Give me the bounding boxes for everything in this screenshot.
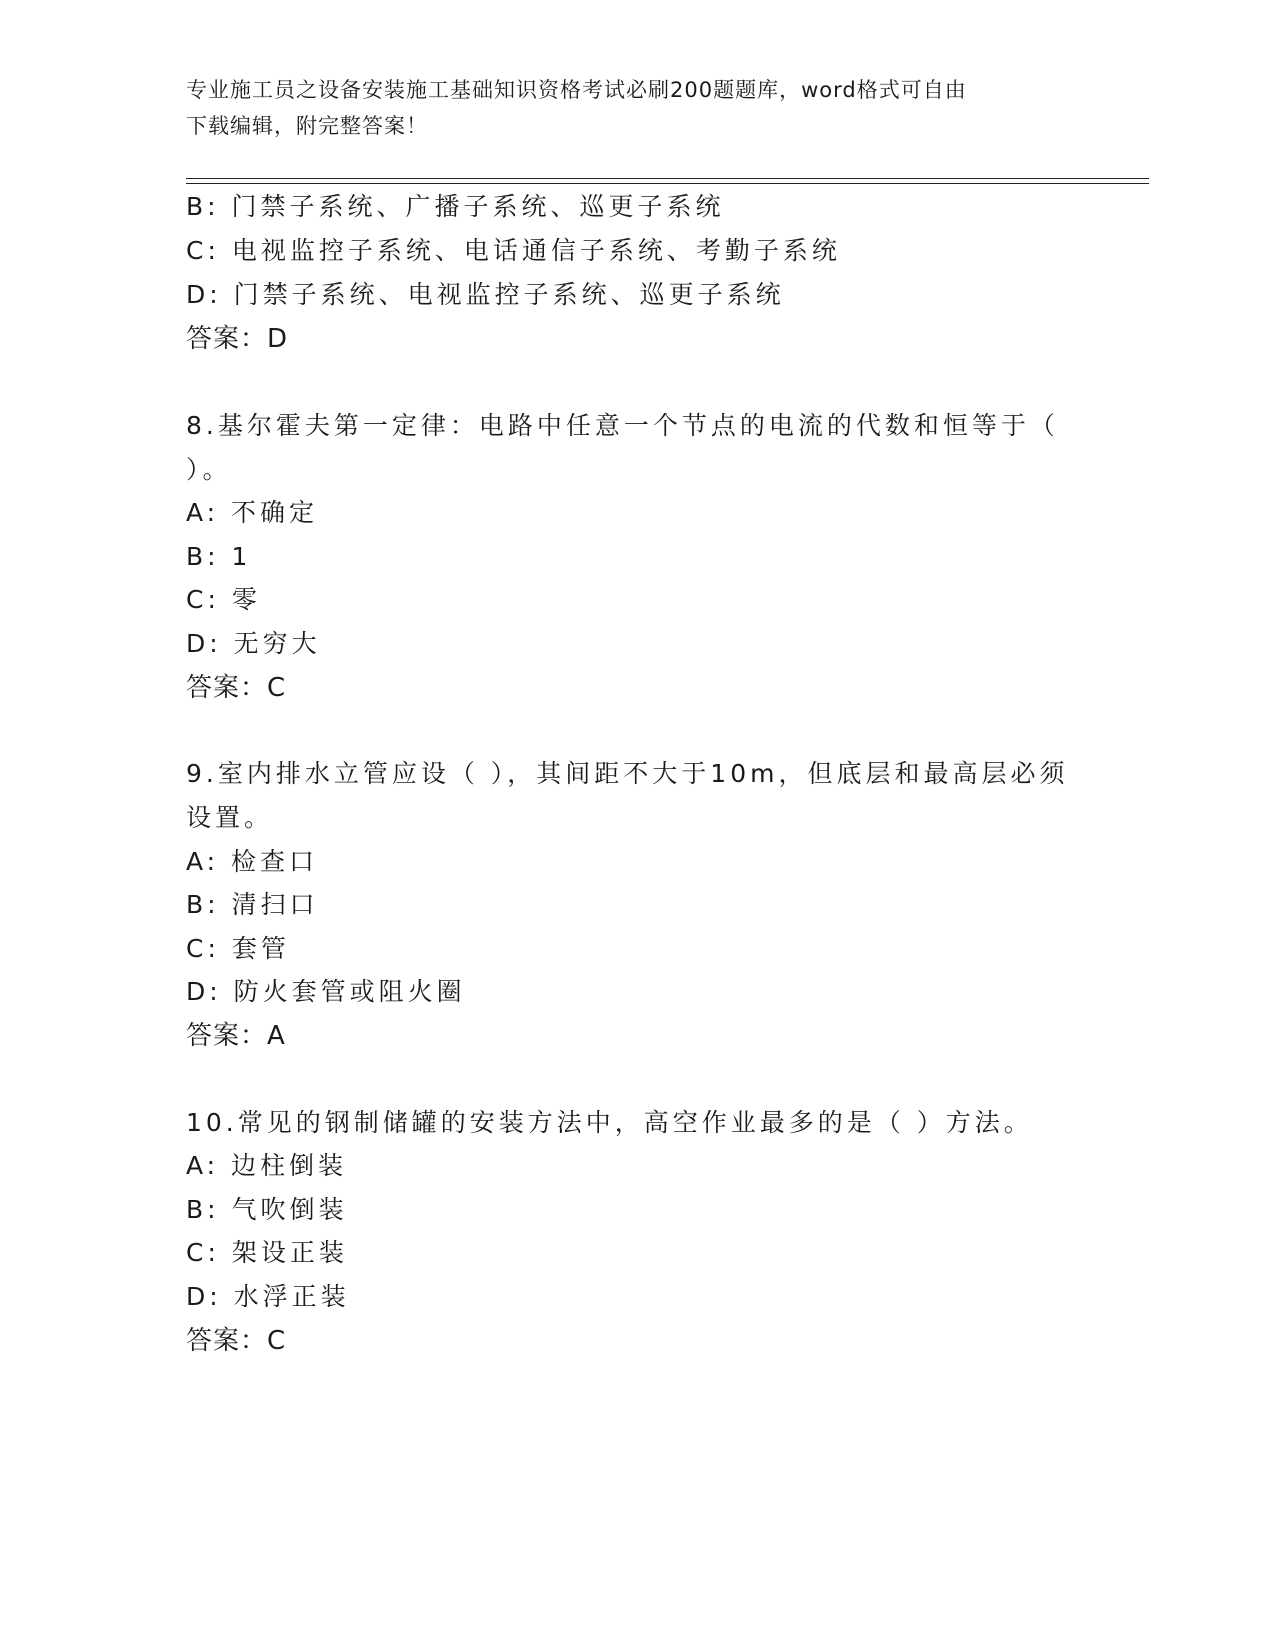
- q10-stem-line-1: 10.常见的钢制储罐的安装方法中，高空作业最多的是（ ）方法。: [186, 1108, 1033, 1137]
- q8-option-c: C: 零: [186, 585, 261, 614]
- q9-answer: 答案：A: [186, 1021, 286, 1051]
- q10-option-d: D: 水浮正装: [186, 1282, 350, 1311]
- q9-option-a: A: 检查口: [186, 847, 319, 876]
- q7-answer: 答案：D: [186, 324, 289, 354]
- q8-stem-line-1: 8.基尔霍夫第一定律：电路中任意一个节点的电流的代数和恒等于（: [186, 411, 1059, 440]
- header-line-2: 下载编辑，附完整答案！: [186, 114, 428, 138]
- q9-option-c: C: 套管: [186, 934, 290, 963]
- q8-option-d: D: 无穷大: [186, 629, 321, 658]
- q7-option-d: D: 门禁子系统、电视监控子系统、巡更子系统: [186, 280, 785, 309]
- q9-option-b: B: 清扫口: [186, 890, 319, 919]
- q10-option-b: B: 气吹倒装: [186, 1195, 348, 1224]
- header-line-1: 专业施工员之设备安装施工基础知识资格考试必刷200题题库，word格式可自由: [186, 78, 967, 102]
- q8-stem-line-2: ）。: [186, 455, 232, 484]
- header-divider-bottom: [186, 183, 1149, 184]
- q8-option-a: A: 不确定: [186, 498, 319, 527]
- q10-answer: 答案：C: [186, 1326, 287, 1356]
- q9-stem-line-1: 9.室内排水立管应设（ ），其间距不大于10m，但底层和最高层必须: [186, 759, 1069, 788]
- q9-stem-line-2: 设置。: [186, 803, 274, 832]
- document-header: [186, 72, 1086, 144]
- header-divider-top: [186, 178, 1149, 179]
- q7-option-b: B: 门禁子系统、广播子系统、巡更子系统: [186, 192, 725, 221]
- q10-option-a: A: 边柱倒装: [186, 1151, 348, 1180]
- q9-option-d: D: 防火套管或阻火圈: [186, 977, 466, 1006]
- q10-option-c: C: 架设正装: [186, 1238, 348, 1267]
- q7-option-c: C: 电视监控子系统、电话通信子系统、考勤子系统: [186, 236, 841, 265]
- q8-answer: 答案：C: [186, 673, 287, 703]
- q8-option-b: B: 1: [186, 542, 252, 571]
